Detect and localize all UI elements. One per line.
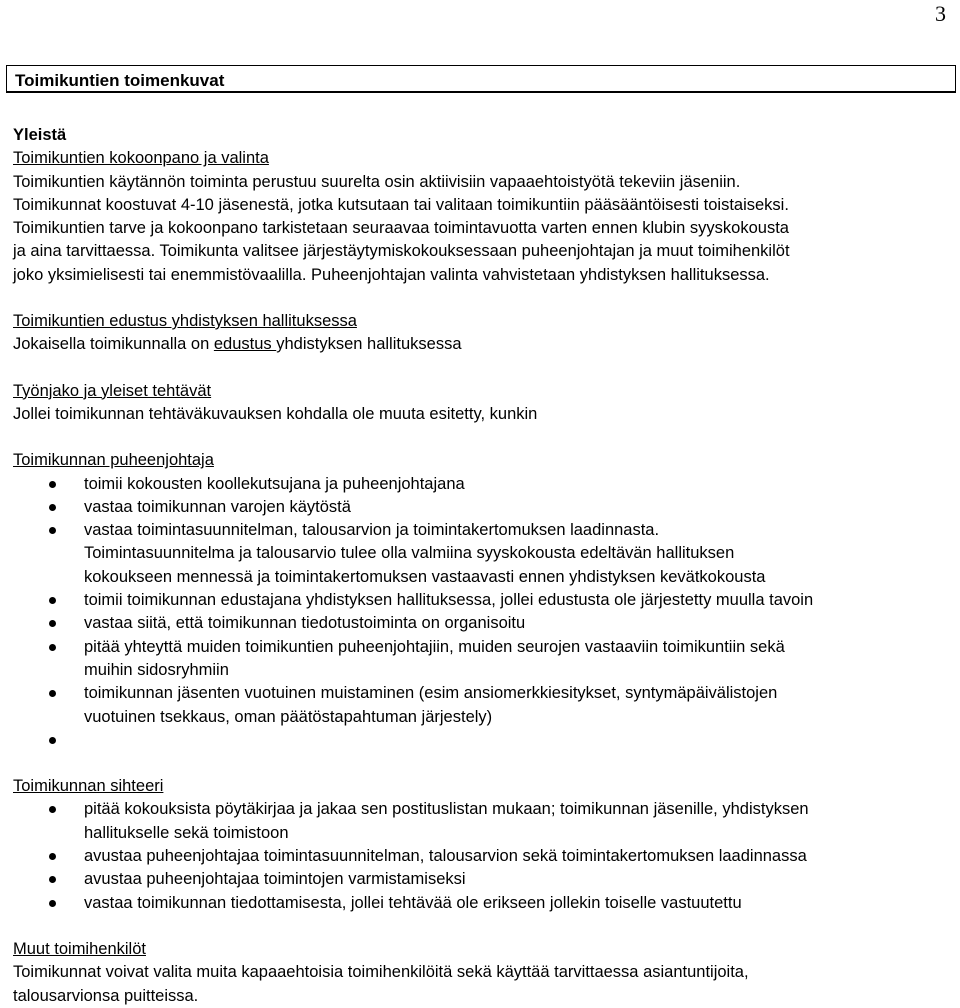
- chair-item-7-line-1: toimikunnan jäsenten vuotuinen muistaminen (esim ansiomerkkiesitykset, syntymäpäivälistojen: [84, 684, 778, 703]
- other-line-1: Toimikunnat voivat valita muita kapaaehtoisia toimihenkilöitä sekä käyttää tarvittaessa asiantuntijoita,: [13, 963, 749, 982]
- chair-item-2: vastaa toimikunnan varojen käytöstä: [13, 496, 948, 519]
- chair-item-7-line-2: vuotuinen tsekkaus, oman päätöstapahtuman järjestely): [84, 707, 493, 726]
- secretary-list: [13, 798, 948, 914]
- page-title: Toimikuntien toimenkuvat: [15, 71, 225, 90]
- secretary-item-1-line-2: hallitukselle sekä toimistoon: [84, 823, 289, 842]
- chair-item-6-line-1: pitää yhteyttä muiden toimikuntien puheenjohtajiin, muiden seurojen vastaaviin toimikuntiin sekä: [84, 637, 785, 656]
- division-text: Jollei toimikunnan tehtäväkuvauksen kohdalla ole muuta esitetty, kunkin: [13, 404, 538, 423]
- general-line-1: Toimikuntien käytännön toiminta perustuu suurelta osin aktiivisiin vapaaehtoistyötä tekeviin jäseniin.: [13, 172, 741, 191]
- secretary-item-1: [13, 798, 948, 845]
- representation-text-before: Jokaisella toimikunnalla on: [13, 335, 214, 354]
- section-heading-general: Yleistä: [13, 126, 67, 144]
- chair-item-7: [13, 682, 948, 729]
- secretary-item-4: vastaa toimikunnan tiedottamisesta, jollei tehtävää ole erikseen jollekin toiselle vastuutettu: [13, 892, 948, 915]
- representation-text-after: yhdistyksen hallituksessa: [276, 335, 462, 354]
- chair-note-line-1: Toimintasuunnitelma ja talousarvio tulee olla valmiina syyskokousta edeltävän hallituksen: [84, 544, 735, 563]
- general-line-2: Toimikunnat koostuvat 4-10 jäsenestä, jotka kutsutaan tai valitaan toimikuntiin pääsääntöisesti toistaiseksi.: [13, 195, 789, 214]
- secretary-item-2: avustaa puheenjohtajaa toimintasuunnitelman, talousarvion sekä toimintakertomuksen laadinnassa: [13, 845, 948, 868]
- general-line-3: Toimikuntien tarve ja kokoonpano tarkistetaan seuraavaa toimintavuotta varten ennen klubin syyskokousta: [13, 219, 789, 238]
- document-body: [13, 124, 948, 1008]
- secretary-item-3: avustaa puheenjohtajaa toimintojen varmistamiseksi: [13, 868, 948, 891]
- subheading-secretary: Toimikunnan sihteeri: [13, 777, 164, 796]
- title-box: [6, 65, 956, 93]
- other-line-2: talousarvionsa puitteissa.: [13, 986, 199, 1005]
- subheading-division: Työnjako ja yleiset tehtävät: [13, 381, 212, 400]
- general-line-5: joko yksimielisesti tai enemmistövaalilla. Puheenjohtajan valinta vahvistetaan yhdistyksen hallituksessa.: [13, 265, 770, 284]
- subheading-other: Muut toimihenkilöt: [13, 939, 146, 958]
- chair-item-6-line-2: muihin sidosryhmiin: [84, 660, 229, 679]
- chair-item-3: vastaa toimintasuunnitelman, talousarvion ja toimintakertomuksen laadinnasta.: [13, 519, 948, 542]
- chair-item-empty: [13, 729, 948, 752]
- subheading-representation: Toimikuntien edustus yhdistyksen hallituksessa: [13, 312, 357, 331]
- subheading-composition: Toimikuntien kokoonpano ja valinta: [13, 149, 269, 168]
- chair-item-5: vastaa siitä, että toimikunnan tiedotustoiminta on organisoitu: [13, 612, 948, 635]
- chair-note-line-2: kokoukseen mennessä ja toimintakertomuksen vastaavasti ennen yhdistyksen kevätkokousta: [84, 567, 766, 586]
- representation-text: [13, 333, 948, 356]
- page-number: 3: [935, 1, 946, 26]
- representation-text-underlined: edustus: [213, 335, 277, 354]
- chair-item-6: [13, 636, 948, 683]
- general-line-4: ja aina tarvittaessa. Toimikunta valitsee järjestäytymiskokouksessaan puheenjohtajan ja muut toimihenkilöt: [13, 242, 790, 261]
- chair-item-1: toimii kokousten koollekutsujana ja puheenjohtajana: [13, 473, 948, 496]
- secretary-item-1-line-1: pitää kokouksista pöytäkirjaa ja jakaa sen postituslistan mukaan; toimikunnan jäsenille, yhdistyksen: [84, 800, 809, 819]
- chair-list: [13, 473, 948, 753]
- subheading-chair: Toimikunnan puheenjohtaja: [13, 451, 214, 470]
- chair-item-4: toimii toimikunnan edustajana yhdistyksen hallituksessa, jollei edustusta ole järjestetty muulla tavoin: [13, 589, 948, 612]
